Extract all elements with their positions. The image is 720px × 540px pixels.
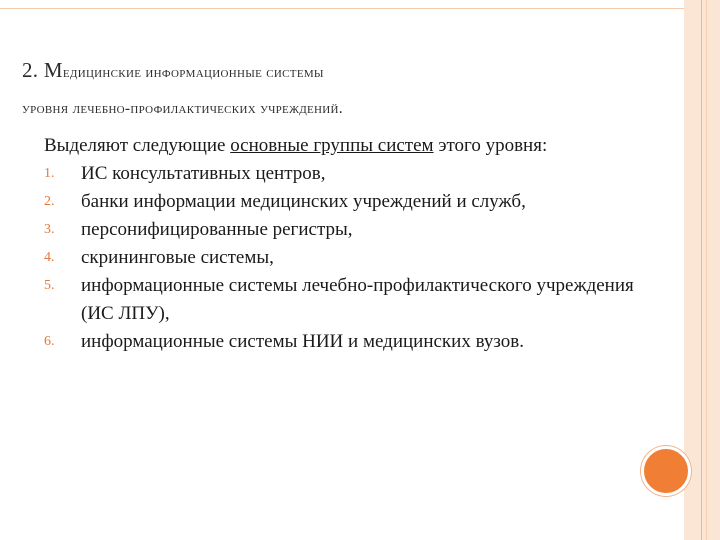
list-item [44,216,654,244]
list-number: 4. [44,250,55,265]
systems-list [44,160,654,356]
slide-body [44,132,654,356]
list-item [44,160,654,188]
list-number: 2. [44,194,55,209]
orange-circle-decoration [641,446,691,496]
intro-underlined: основные группы систем [230,135,434,156]
list-item [44,188,654,216]
right-border-line-inner [706,0,707,540]
list-item [44,328,654,356]
list-number: 3. [44,222,55,237]
slide-title [22,52,662,127]
title-line-1 [22,52,662,91]
list-item-text: информационные системы лечебно-профилактического учреждения (ИС ЛПУ), [81,275,634,324]
list-item-text: информационные системы НИИ и медицинских вузов. [81,331,525,352]
top-border-line [0,8,720,9]
title-line-2: уровня лечебно-профилактических учреждений. [22,100,343,117]
list-item [44,272,654,328]
list-item-text: персонифицированные регистры, [81,219,353,240]
intro-rest: этого уровня: [433,135,548,156]
list-item-text: скрининговые системы, [81,247,274,268]
list-number: 6. [44,334,55,349]
list-number: 1. [44,166,55,181]
intro-lead: Выделяют следующие [44,135,231,156]
list-number: 5. [44,278,55,293]
title-line-1-rest: едицинские информационные системы [62,64,324,81]
list-item [44,244,654,272]
list-item-text: банки информации медицинских учреждений и служб, [81,191,526,212]
title-lead: 2. М [22,58,63,82]
right-border-line [701,0,702,540]
list-item-text: ИС консультативных центров, [81,163,326,184]
intro-paragraph [44,132,654,160]
right-decorative-bar [684,0,720,540]
